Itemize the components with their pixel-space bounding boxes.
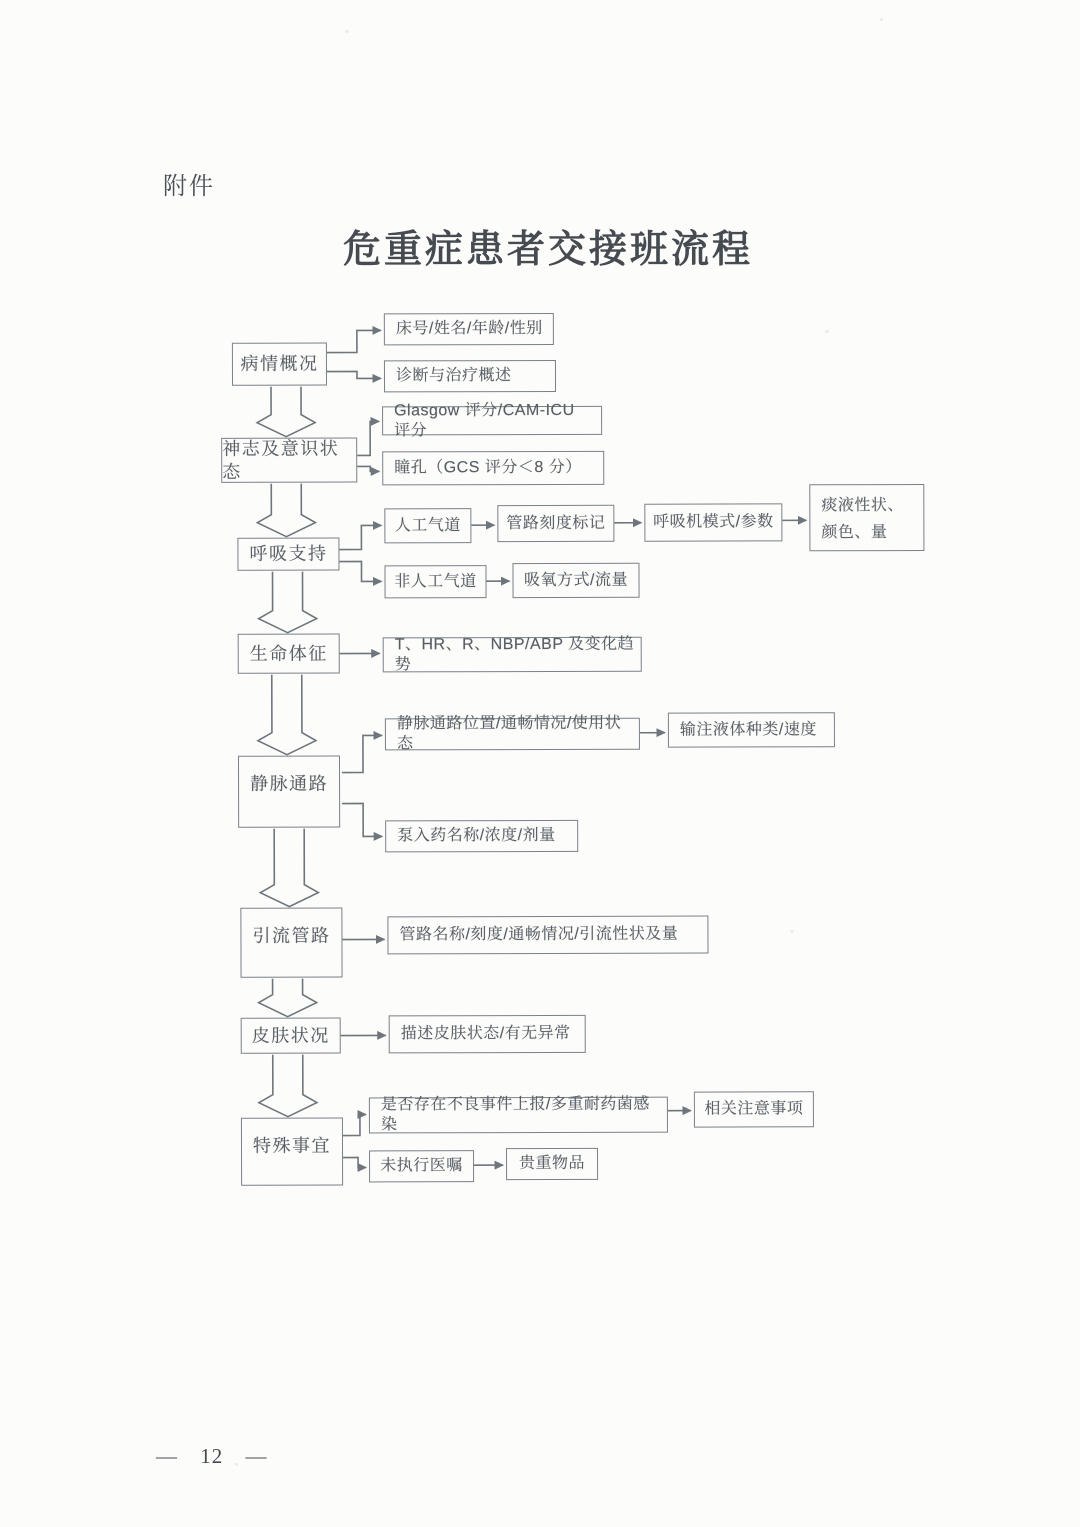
flow-node-adverse-event: 是否存在不良事件上报/多重耐药菌感染 — [369, 1097, 668, 1134]
attachment-label: 附件 — [163, 174, 215, 200]
block-arrow-drainage-to-skin — [259, 979, 317, 1017]
page-title: 危重症患者交接班流程 — [342, 229, 753, 271]
connector-consciousness-pupil — [357, 466, 379, 471]
flow-node-notes: 相关注意事项 — [694, 1091, 814, 1127]
flow-node-infusion: 输注液体种类/速度 — [668, 712, 835, 747]
connector-condition-bedinfo — [327, 330, 381, 352]
connector-consciousness-glasgow — [357, 421, 379, 455]
flow-node-unexecuted-order: 未执行医嘱 — [369, 1150, 474, 1182]
connector-respiratory-artificial — [339, 525, 381, 549]
connector-iv-ivdetail — [342, 735, 382, 772]
flow-node-pupil: 瞳孔（GCS 评分＜8 分） — [382, 451, 604, 486]
flow-node-tube-mark: 管路刻度标记 — [497, 505, 614, 542]
flow-node-respiratory: 呼吸支持 — [237, 538, 339, 571]
scan-speck — [825, 330, 829, 333]
scan-speck — [345, 30, 349, 33]
connector-respiratory-nonartificial — [339, 561, 381, 581]
flow-node-valuables: 贵重物品 — [506, 1148, 598, 1180]
flow-node-skin-detail: 描述皮肤状态/有无异常 — [389, 1015, 586, 1054]
scan-speck — [790, 930, 794, 933]
scan-speck — [880, 18, 883, 21]
block-arrow-vitals-to-iv — [258, 675, 316, 755]
flow-node-bed-info: 床号/姓名/年龄/性别 — [384, 313, 554, 345]
flow-node-condition: 病情概况 — [232, 343, 327, 386]
block-arrow-skin-to-special — [259, 1055, 317, 1117]
flow-node-pump-drug: 泵入药名称/浓度/剂量 — [385, 820, 578, 853]
connector-special-adverse — [343, 1114, 366, 1135]
flow-node-diagnosis: 诊断与治疗概述 — [384, 360, 556, 392]
flow-node-ventilator: 呼吸机模式/参数 — [644, 503, 782, 541]
page-number: — 12 — — [156, 1444, 268, 1468]
flow-node-iv-access: 静脉通路 — [238, 756, 340, 828]
flow-node-non-artificial-airway: 非人工气道 — [384, 565, 486, 598]
block-arrow-iv-to-drainage — [260, 829, 318, 907]
block-arrow-respiratory-to-vitals — [258, 572, 316, 633]
flow-node-vital-signs: 生命体征 — [238, 634, 340, 674]
flow-node-glasgow: Glasgow 评分/CAM-ICU 评分 — [382, 406, 602, 436]
scan-speck — [235, 1463, 238, 1466]
block-arrow-condition-to-consciousness — [257, 387, 315, 437]
flow-node-oxygen: 吸氧方式/流量 — [512, 563, 639, 598]
connector-condition-diagnosis — [327, 371, 381, 378]
block-arrow-consciousness-to-respiratory — [257, 484, 315, 537]
flow-node-sputum: 痰液性状、颜色、量 — [809, 484, 924, 551]
flow-node-skin: 皮肤状况 — [241, 1018, 341, 1054]
connector-iv-pumpdrug — [342, 803, 382, 836]
flow-node-consciousness: 神志及意识状态 — [221, 437, 357, 482]
flow-node-vitals-detail: T、HR、R、NBP/ABP 及变化趋势 — [383, 637, 642, 673]
flow-node-drainage-detail: 管路名称/刻度/通畅情况/引流性状及量 — [387, 916, 708, 955]
flow-node-special: 特殊事宜 — [241, 1118, 343, 1186]
flow-node-artificial-airway: 人工气道 — [384, 508, 471, 543]
flow-node-drainage: 引流管路 — [240, 908, 342, 978]
connector-special-unexecuted — [343, 1157, 366, 1167]
flow-node-iv-detail: 静脉通路位置/通畅情况/使用状态 — [385, 718, 640, 751]
